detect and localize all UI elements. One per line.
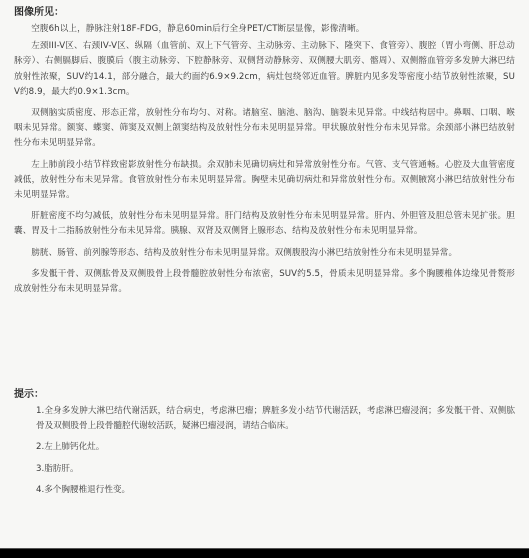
impression-section [14,388,515,504]
page-edge-divider [0,548,529,549]
findings-paragraph: 多发骶干骨、双侧肱骨及双侧股骨上段骨髓腔放射性分布浓密，SUV约5.5，骨质未见明显异常。多个胸腰椎体边缘见骨赘形成放射性分布未见明显异常。 [14,268,515,295]
imaging-findings-section [14,6,515,297]
findings-paragraph: 膀胱、肠管、前列腺等形态、结构及放射性分布未见明显异常。双侧腹股沟小淋巴结放射性分布未见明显异常。 [31,247,458,258]
findings-paragraph: 双侧脑实质密度、形态正常，放射性分布均匀、对称。诸脑室、脑池、脑沟、脑裂未见异常。中线结构居中。鼻咽、口咽、喉咽未见异常。额窦、蝶窦、筛窦及双侧上颌窦结构及放射性分布未见明显异常。甲状腺放射性分布未见异常。余颈部小淋巴结放射性分布未见明显异常。 [14,108,515,149]
impression-item: 1.全身多发肿大淋巴结代谢活跃，结合病史，考虑淋巴瘤；脾脏多发小结节代谢活跃，考虑淋巴瘤浸润；多发骶干骨、双侧肱骨及双侧股骨上段骨髓腔代谢较活跃，疑淋巴瘤浸润，请结合临床。 [36,406,515,432]
impression-item: 4.多个胸腰椎退行性变。 [36,484,131,495]
findings-paragraph: 肝脏密度不均匀减低，放射性分布未见明显异常。肝门结构及放射性分布未见明显异常。肝内、外胆管及胆总管未见扩张。胆囊、胃及十二指肠放射性分布未见异常。胰腺、双肾及双侧肾上腺形态、结构及放射性分布未见明显异常。 [14,211,515,237]
findings-paragraph: 左颈III-V区、右颈IV-V区、纵隔（血管前、双上下气管旁、主动脉旁、主动脉下、隆突下、食管旁）、腹腔（胃小弯侧、肝总动脉旁）、右侧膈脚后、腹膜后（腹主动脉旁、下腔静脉旁、双侧肾动静脉旁、双侧腰大肌旁、髂周）、双侧髂血管旁多发肿大淋巴结放射性浓聚，SUV约14.1，部分融合，最大约面约6.9×9.2cm，病灶包绕邻近血管。脾脏内见多发等密度小结节放射性浓聚，SUV约8.9，最大约0.9×1.3cm。 [14,41,515,97]
impression-item: 2.左上肺钙化灶。 [36,442,105,453]
impression-item: 3.脂肪肝。 [36,463,79,474]
findings-heading: 图像所见： [14,7,64,18]
findings-paragraph: 空腹6h以上，静脉注射18F-FDG，静息60min后行全身PET/CT断层显像，影像清晰。 [31,24,365,34]
findings-paragraph: 左上肺前段小结节样致密影放射性分布缺损。余双肺未见确切病灶和异常放射性分布。气管、支气管通畅。心腔及大血管密度减低，放射性分布未见异常。食管放射性分布未见明显异常。胸壁未见确切病灶和异常放射性分布。双侧腋窝小淋巴结放射性分布未见明显异常。 [14,159,515,201]
impression-heading: 提示： [14,389,44,400]
